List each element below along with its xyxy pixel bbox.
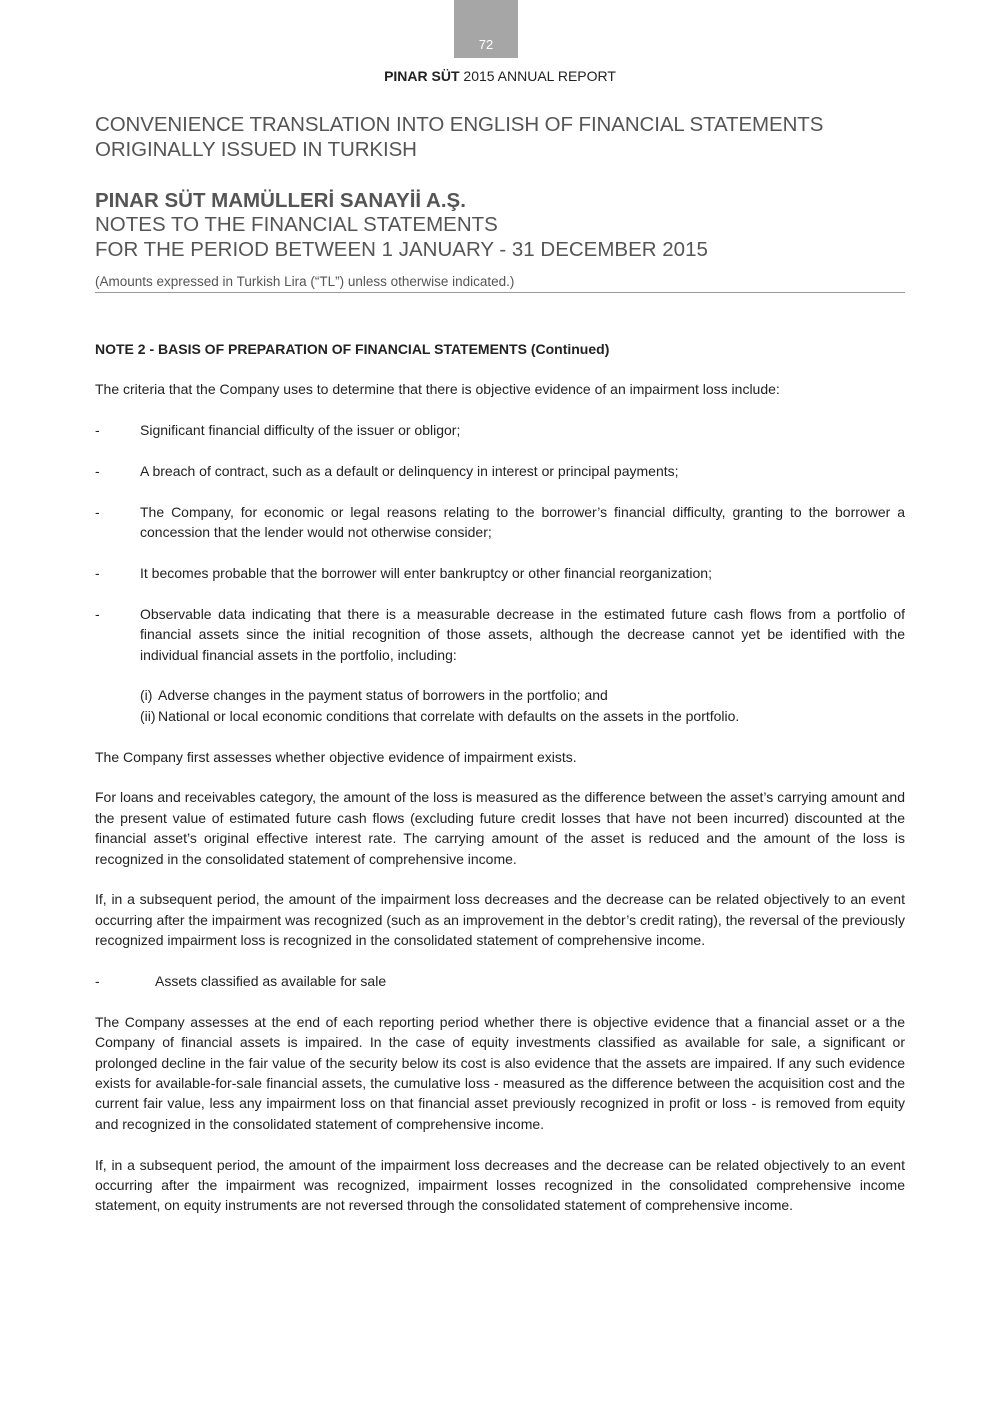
sub-item-text: National or local economic conditions that correlate with defaults on the assets in the portfolio.: [158, 707, 740, 724]
intro-paragraph: The criteria that the Company uses to determine that there is objective evidence of an impairment loss include:: [95, 381, 780, 398]
page-number: 72: [478, 37, 494, 52]
page-number-tab: [454, 0, 518, 58]
sub-item-number: (i): [140, 687, 153, 704]
paragraph: For loans and receivables category, the amount of the loss is measured as the difference between the asset’s carrying amount and the present value of estimated future cash flows (excluding future credit losses that have not been incurred) discounted at the financial asset’s original effective interest rate. The carrying amount of the asset is reduced and the amount of the loss is recognized in the consolidated statement of comprehensive income.: [95, 789, 905, 867]
criteria-bullet: [95, 604, 905, 665]
criteria-bullet: [95, 563, 905, 583]
sub-item: [140, 685, 905, 705]
report-brand: PINAR SÜT: [384, 68, 460, 84]
bullet-dash: -: [95, 973, 100, 990]
bullet-text: The Company, for economic or legal reasons relating to the borrower’s financial difficulty, granting to the borrower a concession that the lender would not otherwise consider;: [140, 503, 905, 541]
sub-item-number: (ii): [140, 707, 156, 724]
criteria-bullet: [95, 461, 905, 481]
bullet-text: Observable data indicating that there is a measurable decrease in the estimated future cash flows from a portfolio of financial assets since the initial recognition of those assets, although the decrease cannot yet be identified with the individual financial assets in the portfolio, including:: [140, 605, 905, 663]
bullet-dash: -: [95, 565, 100, 581]
convenience-line: ORIGINALLY ISSUED IN TURKISH: [95, 138, 417, 161]
report-title-rest: 2015 ANNUAL REPORT: [463, 68, 616, 84]
bullet-text: Significant financial difficulty of the issuer or obligor;: [140, 422, 461, 439]
notes-heading: [95, 212, 915, 262]
available-for-sale-bullet: [95, 971, 905, 991]
bullet-dash: -: [95, 422, 100, 439]
bullet-dash: -: [95, 605, 100, 622]
criteria-bullet: [95, 420, 905, 440]
report-title: [0, 68, 1000, 84]
amounts-note: (Amounts expressed in Turkish Lira (“TL”) unless otherwise indicated.): [95, 274, 905, 293]
available-for-sale-label: Assets classified as available for sale: [155, 973, 387, 990]
bullet-dash: -: [95, 503, 100, 520]
convenience-line: CONVENIENCE TRANSLATION INTO ENGLISH OF FINANCIAL STATEMENTS: [95, 113, 824, 136]
notes-line: NOTES TO THE FINANCIAL STATEMENTS: [95, 213, 498, 236]
convenience-heading: [95, 112, 915, 162]
bullet-dash: -: [95, 463, 100, 479]
sub-item-list: [140, 685, 905, 726]
note-content: [95, 339, 905, 1236]
paragraph: The Company first assesses whether objective evidence of impairment exists.: [95, 748, 577, 765]
company-name: PINAR SÜT MAMÜLLERİ SANAYİİ A.Ş.: [95, 189, 466, 212]
notes-line: FOR THE PERIOD BETWEEN 1 JANUARY - 31 DECEMBER 2015: [95, 238, 708, 261]
criteria-bullet: [95, 502, 905, 543]
paragraph: The Company assesses at the end of each reporting period whether there is objective evidence that a financial asset or a the Company of financial assets is impaired. In the case of equity investments classified as available for sale, a significant or prolonged decline in the fair value of the security below its cost is also evidence that the assets are impaired. If any such evidence exists for available-for-sale financial assets, the cumulative loss - measured as the difference between the acquisition cost and the current fair value, less any impairment loss on that financial asset previously recognized in profit or loss - is removed from equity and recognized in the consolidated statement of comprehensive income.: [95, 1013, 905, 1132]
paragraph: If, in a subsequent period, the amount of the impairment loss decreases and the decrease can be related objectively to an event occurring after the impairment was recognized, impairment losses recognized in the consolidated comprehensive income statement, on equity instruments are not reversed through the consolidated statement of comprehensive income.: [95, 1156, 905, 1214]
note-heading: NOTE 2 - BASIS OF PREPARATION OF FINANCIAL STATEMENTS (Continued): [95, 341, 610, 357]
bullet-text: It becomes probable that the borrower will enter bankruptcy or other financial reorganization;: [140, 565, 712, 581]
bullet-text: A breach of contract, such as a default or delinquency in interest or principal payments;: [140, 463, 679, 479]
paragraph: If, in a subsequent period, the amount of the impairment loss decreases and the decrease can be related objectively to an event occurring after the impairment was recognized (such as an improvement in the debtor’s credit rating), the reversal of the previously recognized impairment loss is recognized in the consolidated statement of comprehensive income.: [95, 891, 905, 949]
sub-item-text: Adverse changes in the payment status of borrowers in the portfolio; and: [158, 687, 608, 704]
sub-item: [140, 706, 905, 726]
